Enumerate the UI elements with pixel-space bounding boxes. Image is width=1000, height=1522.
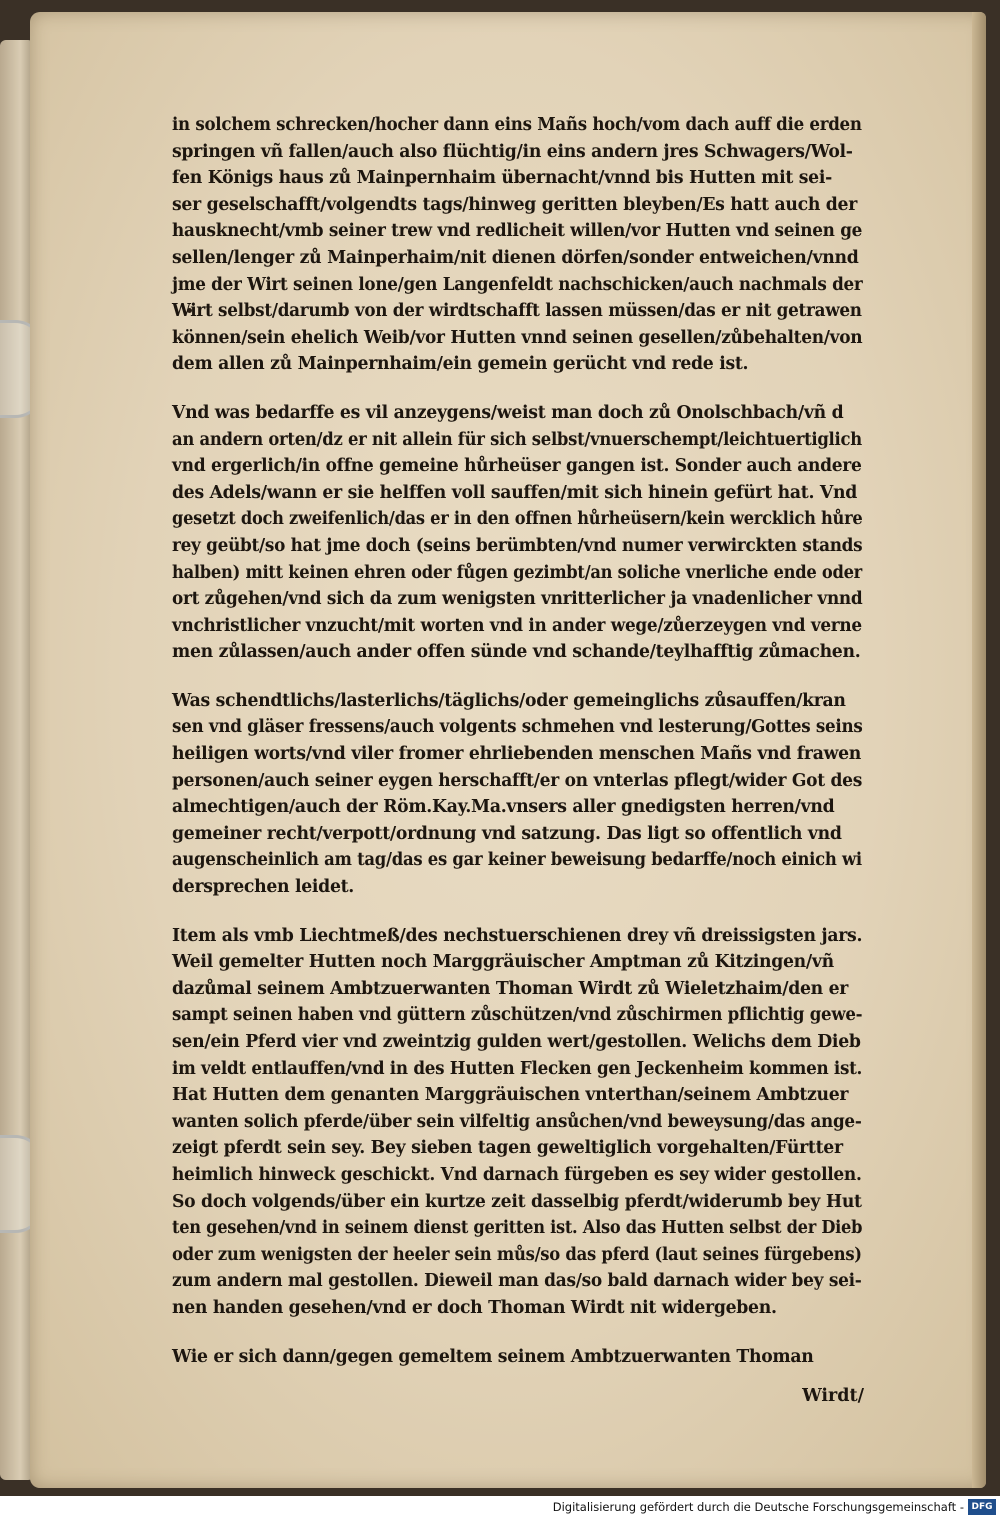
text-line: oder zum wenigsten der heeler sein můs/so das pferd (laut seines fürgebens)	[172, 1244, 862, 1265]
text-line: Wirt selbst/darumb von der wirdtschafft lassen müssen/das er nit getrawen	[172, 301, 862, 322]
text-line: gesetzt doch zweifenlich/das er in den offnen hůrheüsern/kein wercklich hůre	[172, 509, 863, 530]
text-line: gemeiner recht/verpott/ordnung vnd satzung. Das ligt so offentlich vnd	[172, 823, 842, 844]
text-line: almechtigen/auch der Röm.Kay.Ma.vnsers aller gnedigsten herren/vnd	[172, 797, 835, 818]
text-line: dersprechen leidet.	[172, 877, 355, 898]
paragraph	[172, 1344, 872, 1371]
text-line: Hat Hutten dem genanten Marggräuischen vnterthan/seinem Ambtzuer	[172, 1085, 849, 1106]
text-line: jme der Wirt seinen lone/gen Langenfeldt nachschicken/auch nachmals der	[172, 274, 863, 295]
text-line: dazůmal seinem Ambtzuerwanten Thoman Wirdt zů Wieletzhaim/den er	[172, 978, 849, 999]
text-line: sen/ein Pferd vier vnd zweintzig gulden wert/gestollen. Welichs dem Dieb	[172, 1032, 861, 1052]
text-line: So doch volgends/über ein kurtze zeit dasselbig pferdt/widerumb bey Hut	[172, 1191, 862, 1212]
text-line: dem allen zů Mainpernhaim/ein gemein gerücht vnd rede ist.	[172, 354, 749, 375]
text-line: zeigt pferdt sein sey. Bey sieben tagen geweltiglich vorgehalten/Fürtter	[172, 1138, 843, 1159]
text-line: des Adels/wann er sie helffen voll sauffen/mit sich hinein gefürt hat. Vnd	[172, 482, 858, 503]
text-line: vnchristlicher vnzucht/mit worten vnd in ander wege/zůerzeygen vnd verne	[172, 615, 862, 636]
text-line: men zůlassen/auch ander offen sünde vnd schande/teylhafftig zůmachen.	[172, 642, 861, 663]
text-line: sen vnd gläser fressens/auch volgents schmehen vnd lesterung/Gottes seins	[172, 717, 863, 738]
text-line: ort zůgehen/vnd sich da zum wenigsten vnritterlicher ja vnadenlicher vnnd	[172, 589, 863, 610]
page-edge-right	[972, 12, 986, 1488]
text-line: Was schendtlichs/lasterlichs/täglichs/oder gemeinglichs zůsauffen/kran	[172, 690, 846, 711]
catchword: Wirdt/	[802, 1386, 864, 1407]
text-line: Vnd was bedarffe es vil anzeygens/weist man doch zů Onolschbach/vñ d	[172, 402, 844, 423]
text-line: halben) mitt keinen ehren oder fůgen gezimbt/an soliche vnerliche ende oder	[172, 562, 862, 583]
text-line: wanten solich pferde/über sein vilfeltig ansůchen/vnd beweysung/das ange-	[172, 1111, 862, 1132]
text-line: Item als vmb Liechtmeß/des nechstuerschienen drey vñ dreissigsten jars.	[172, 925, 863, 946]
text-line: Wie er sich dann/gegen gemeltem seinem Ambtzuerwanten Thoman	[172, 1346, 814, 1367]
paragraph	[172, 112, 872, 378]
footer-bar	[0, 1496, 1000, 1522]
text-line: springen vñ fallen/auch also flüchtig/in eins andern jres Schwagers/Wol-	[172, 141, 853, 162]
text-line: sampt seinen haben vnd güttern zůschützen/vnd zůschirmen pflichtig gewe-	[172, 1005, 863, 1026]
text-line: rey geübt/so hat jme doch (seins berümbten/vnd numer verwirckten stands	[172, 535, 863, 556]
text-line: können/sein ehelich Weib/vor Hutten vnnd seinen gesellen/zůbehalten/von	[172, 327, 863, 348]
text-line: ser geselschafft/volgendts tags/hinweg geritten bleyben/Es hatt auch der	[172, 194, 858, 215]
text-line: im veldt entlauffen/vnd in des Hutten Flecken gen Jeckenheim kommen ist.	[172, 1058, 863, 1079]
footer-credit: Digitalisierung gefördert durch die Deutsche Forschungsgemeinschaft -	[552, 1500, 964, 1514]
text-line: sellen/lenger zů Mainperhaim/nit dienen dörfen/sonder entweichen/vnnd	[172, 247, 859, 268]
paragraph	[172, 400, 872, 666]
text-line: ten gesehen/vnd in seinem dienst geritten ist. Also das Hutten selbst der Dieb	[172, 1218, 863, 1239]
paragraph	[172, 688, 872, 901]
text-line: heiligen worts/vnd viler fromer ehrliebenden menschen Mañs vnd frawen	[172, 744, 862, 765]
text-line: augenscheinlich am tag/das es gar keiner beweisung bedarffe/noch einich wi	[172, 850, 862, 871]
text-line: hausknecht/vmb seiner trew vnd redlicheit willen/vor Hutten vnd seinen ge	[172, 221, 863, 242]
text-line: heimlich hinweck geschickt. Vnd darnach fürgeben es sey wider gestollen.	[172, 1164, 862, 1185]
text-line: vnd ergerlich/in offne gemeine hůrheüser gangen ist. Sonder auch andere	[172, 456, 862, 477]
text-line: in solchem schrecken/hocher dann eins Mañs hoch/vom dach auff die erden	[172, 115, 862, 135]
book-edge	[0, 40, 34, 1480]
text-line: fen Königs haus zů Mainpernhaim übernacht/vnnd bis Hutten mit sei-	[172, 168, 832, 189]
text-line: Weil gemelter Hutten noch Marggräuischer Amptman zů Kitzingen/vñ	[172, 952, 834, 973]
text-line: zum andern mal gestollen. Dieweil man das/so bald darnach wider bey sei-	[172, 1271, 862, 1292]
text-line: an andern orten/dz er nit allein für sich selbst/vnuerschempt/leichtuertiglich	[172, 429, 862, 450]
text-line: personen/auch seiner eygen herschafft/er on vnterlas pflegt/wider Got des	[172, 770, 863, 791]
text-line: nen handen gesehen/vnd er doch Thoman Wirdt nit widergeben.	[172, 1297, 777, 1318]
text-block	[172, 112, 872, 1406]
paragraph	[172, 923, 872, 1322]
dfg-logo: DFG	[968, 1499, 996, 1515]
